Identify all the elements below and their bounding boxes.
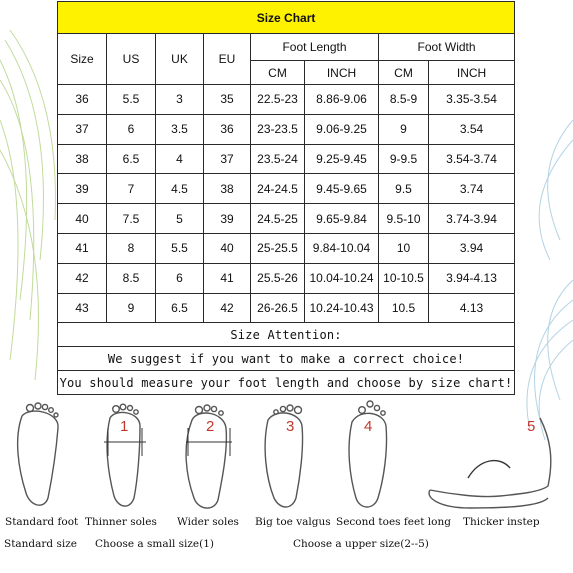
table-cell: 5.5 — [156, 233, 204, 263]
table-row — [58, 263, 515, 293]
table-row — [58, 204, 515, 234]
table-cell: 9.5-10 — [379, 204, 429, 234]
table-cell: 8.5 — [107, 263, 156, 293]
size-chart-table — [57, 1, 515, 395]
table-cell: 9 — [107, 293, 156, 323]
header-foot-width: Foot Width — [379, 34, 515, 61]
table-row — [58, 114, 515, 144]
table-row — [58, 85, 515, 115]
table-cell: 3.54 — [429, 114, 515, 144]
big-toe-valgus-foot-icon — [265, 413, 302, 507]
table-cell: 38 — [204, 174, 251, 204]
label-thicker-instep: Thicker instep — [463, 516, 540, 528]
table-cell: 10-10.5 — [379, 263, 429, 293]
label-wider-soles: Wider soles — [177, 516, 239, 528]
header-us: US — [107, 34, 156, 85]
table-cell: 6.5 — [107, 144, 156, 174]
size-rows — [58, 85, 515, 323]
note-suggest: We suggest if you want to make a correct choice! — [58, 347, 515, 371]
table-row — [58, 174, 515, 204]
header-uk: UK — [156, 34, 204, 85]
table-cell: 9-9.5 — [379, 144, 429, 174]
label-thinner-soles: Thinner soles — [85, 516, 157, 528]
table-cell: 42 — [58, 263, 107, 293]
table-cell: 3.54-3.74 — [429, 144, 515, 174]
marker-1: 1 — [120, 418, 129, 435]
table-cell: 22.5-23 — [251, 85, 305, 115]
header-length-cm: CM — [251, 61, 305, 85]
table-cell: 6 — [156, 263, 204, 293]
table-cell: 23-23.5 — [251, 114, 305, 144]
table-row — [58, 144, 515, 174]
table-cell: 36 — [58, 85, 107, 115]
header-length-inch: INCH — [305, 61, 379, 85]
table-cell: 8.86-9.06 — [305, 85, 379, 115]
table-cell: 40 — [204, 233, 251, 263]
note-measure: You should measure your foot length and choose by size chart! — [58, 371, 515, 395]
table-cell: 40 — [58, 204, 107, 234]
table-row — [58, 293, 515, 323]
table-cell: 35 — [204, 85, 251, 115]
table-cell: 41 — [58, 233, 107, 263]
table-cell: 5.5 — [107, 85, 156, 115]
table-cell: 8.5-9 — [379, 85, 429, 115]
table-cell: 8 — [107, 233, 156, 263]
table-cell: 36 — [204, 114, 251, 144]
chart-title: Size Chart — [58, 2, 515, 34]
marker-5: 5 — [527, 418, 536, 435]
table-cell: 9.84-10.04 — [305, 233, 379, 263]
table-cell: 43 — [58, 293, 107, 323]
table-cell: 25.5-26 — [251, 263, 305, 293]
table-cell: 42 — [204, 293, 251, 323]
table-cell: 41 — [204, 263, 251, 293]
table-cell: 10.04-10.24 — [305, 263, 379, 293]
marker-2: 2 — [206, 418, 215, 435]
header-width-cm: CM — [379, 61, 429, 85]
table-cell: 3.94-4.13 — [429, 263, 515, 293]
label-second-toes: Second toes feet long — [336, 516, 451, 528]
table-cell: 3.74-3.94 — [429, 204, 515, 234]
table-cell: 4.13 — [429, 293, 515, 323]
table-cell: 6.5 — [156, 293, 204, 323]
table-cell: 9.25-9.45 — [305, 144, 379, 174]
table-cell: 39 — [58, 174, 107, 204]
table-cell: 25-25.5 — [251, 233, 305, 263]
advice-upper-size: Choose a upper size(2--5) — [293, 538, 429, 550]
label-standard-foot: Standard foot — [5, 516, 79, 528]
header-width-inch: INCH — [429, 61, 515, 85]
advice-standard-size: Standard size — [4, 538, 77, 550]
table-cell: 3 — [156, 85, 204, 115]
table-cell: 9.5 — [379, 174, 429, 204]
table-cell: 3.5 — [156, 114, 204, 144]
table-cell: 3.74 — [429, 174, 515, 204]
marker-3: 3 — [286, 418, 295, 435]
table-cell: 9 — [379, 114, 429, 144]
table-cell: 7 — [107, 174, 156, 204]
table-cell: 9.06-9.25 — [305, 114, 379, 144]
note-attention: Size Attention: — [58, 323, 515, 347]
header-eu: EU — [204, 34, 251, 85]
table-cell: 3.94 — [429, 233, 515, 263]
table-cell: 23.5-24 — [251, 144, 305, 174]
table-cell: 37 — [58, 114, 107, 144]
label-big-toe-valgus: Big toe valgus — [255, 516, 331, 528]
table-cell: 4 — [156, 144, 204, 174]
standard-foot-icon — [18, 411, 58, 505]
advice-small-size: Choose a small size(1) — [95, 538, 215, 550]
table-cell: 9.65-9.84 — [305, 204, 379, 234]
table-cell: 7.5 — [107, 204, 156, 234]
table-cell: 37 — [204, 144, 251, 174]
table-cell: 10.5 — [379, 293, 429, 323]
table-cell: 24-24.5 — [251, 174, 305, 204]
table-cell: 4.5 — [156, 174, 204, 204]
table-cell: 9.45-9.65 — [305, 174, 379, 204]
marker-4: 4 — [364, 418, 373, 435]
table-row — [58, 233, 515, 263]
table-cell: 38 — [58, 144, 107, 174]
table-cell: 10.24-10.43 — [305, 293, 379, 323]
table-cell: 5 — [156, 204, 204, 234]
header-foot-length: Foot Length — [251, 34, 379, 61]
table-cell: 3.35-3.54 — [429, 85, 515, 115]
header-size: Size — [58, 34, 107, 85]
table-cell: 39 — [204, 204, 251, 234]
table-cell: 6 — [107, 114, 156, 144]
table-cell: 10 — [379, 233, 429, 263]
table-cell: 26-26.5 — [251, 293, 305, 323]
table-cell: 24.5-25 — [251, 204, 305, 234]
